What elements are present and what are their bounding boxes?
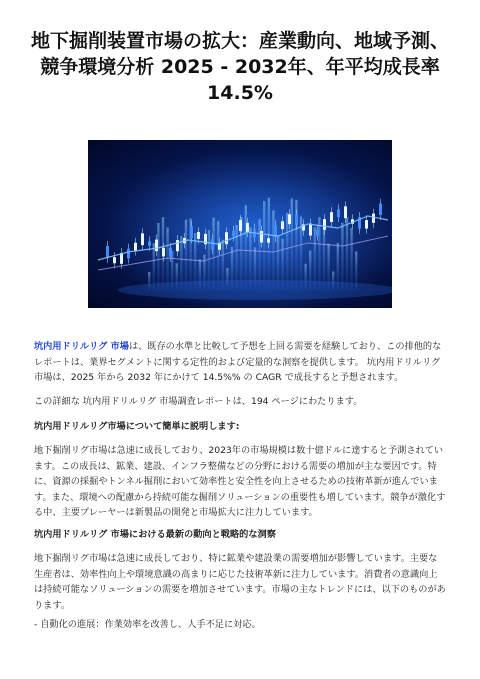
background-bar	[245, 205, 247, 290]
candle-body	[162, 248, 165, 256]
market-link[interactable]: 坑内用ドリルリグ 市場	[34, 341, 129, 352]
candle-body	[169, 248, 172, 257]
candle-body	[260, 231, 263, 243]
background-bar	[318, 217, 320, 290]
candle-body	[281, 221, 284, 229]
trend-bullet: - 自動化の進展：作業効率を改善し、人手不足に対応。	[34, 619, 261, 630]
section2-body: 地下掘削リグ市場は急速に成長しており、特に鉱業や建設業の需要増加が影響しています。主要な生産者は、効率性向上や環境意識の高まりに応じた技術革新に注力しています。消費者の意識向上は持続可能なソリューションの需要を増加させています。市場の主なトレンドには、以下のものがあります。	[34, 553, 446, 611]
candle-body	[106, 246, 109, 258]
candle-body	[295, 214, 298, 225]
intro-text: は、既存の水準と比較して予想を上回る需要を経験しており、この排他的なレポートは、業界セグメントに関する定性的および定量的な洞察を提供します。 坑内用ドリルリグ 市場は、2025 年から 2032 年にかけて 14.5%% の CAGR で成長すると予想されます。	[34, 341, 442, 383]
page-title: 地下掘削装置市場の拡大：産業動向、地域予測、競争環境分析 2025 - 2032年、年平均成長率 14.5%	[30, 30, 449, 104]
candle-body	[225, 232, 228, 244]
candle-body	[141, 233, 144, 245]
candle-body	[197, 232, 200, 239]
candle-body	[148, 241, 151, 245]
candle-body	[211, 239, 214, 249]
candle-body	[246, 223, 249, 232]
candle-body	[337, 209, 340, 217]
stock-chart-illustration	[88, 140, 392, 308]
hero-image	[88, 140, 392, 308]
background-bar	[346, 217, 348, 290]
candle-body	[190, 226, 193, 238]
background-bar	[286, 213, 288, 290]
candle-body	[365, 220, 368, 228]
background-bar	[350, 228, 352, 290]
background-bar	[291, 198, 293, 290]
background-bar	[185, 220, 187, 290]
candle-body	[155, 240, 158, 252]
candle-body	[344, 206, 347, 218]
candle-body	[309, 224, 312, 236]
candle-body	[330, 212, 333, 222]
background-bar	[153, 243, 155, 290]
candle-body	[267, 238, 270, 242]
section1-heading: 坑内用ドリルリグ市場について簡単に説明します:	[34, 421, 240, 432]
background-bar	[157, 223, 159, 290]
candle-body	[288, 214, 291, 224]
intro-paragraph	[34, 339, 446, 386]
candle-body	[134, 243, 137, 251]
report-pages-text: この詳細な 坑内用ドリルリグ 市場調査レポートは、194 ページにわたります。	[34, 396, 363, 407]
candle-body	[239, 220, 242, 231]
candle-body	[379, 204, 382, 215]
background-bar	[341, 223, 343, 290]
section2-heading: 坑内用ドリルリグ 市場における最新の動向と戦略的な洞察	[34, 529, 276, 540]
candle-body	[113, 257, 116, 263]
candle-body	[323, 219, 326, 230]
section1-body: 地下掘削リグ市場は急速に成長しており、2023年の市場規模は数十億ドルに達すると予測されています。この成長は、鉱業、建設、インフラ整備などの分野における需要の増加が主な要因です。特に、資源の採掘やトンネル掘削において効率性と安全性を向上させるための技術革新が進んでいます。また、環境への配慮から持続可能な掘削ソリューションの重要性も増しています。競争が激化する中、主要プレーヤーは新製品の開発と市場拡大に注力しています。	[34, 445, 446, 518]
background-bar	[166, 228, 168, 290]
candle-body	[316, 230, 319, 236]
background-bar	[323, 223, 325, 290]
background-bar	[263, 201, 265, 290]
background-bar	[272, 210, 274, 290]
candle-body	[232, 231, 235, 236]
floor-glow	[118, 280, 392, 300]
candle-body	[372, 214, 375, 223]
background-bar	[258, 219, 260, 290]
background-bar	[314, 227, 316, 290]
candle-body	[176, 240, 179, 251]
candle-body	[127, 249, 130, 259]
